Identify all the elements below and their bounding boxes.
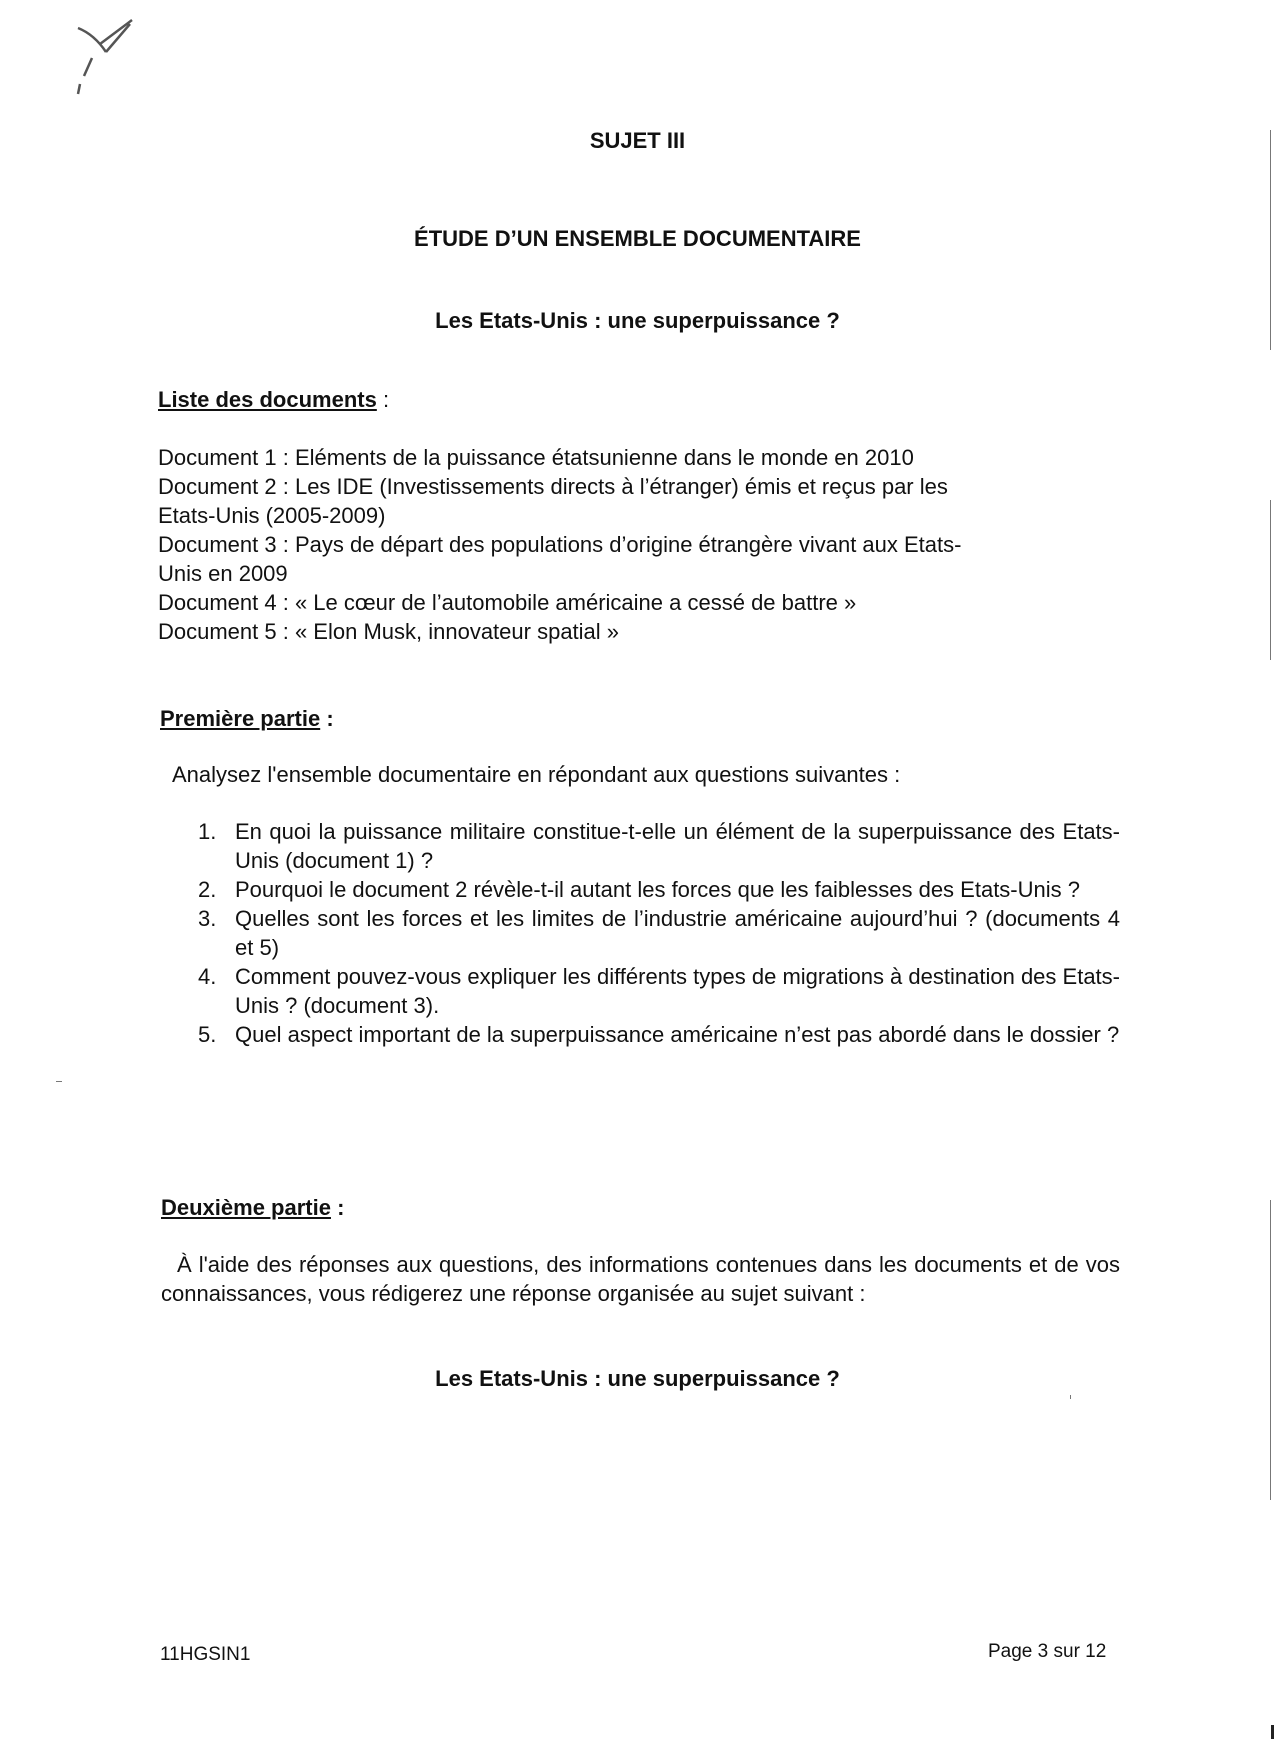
- question-item: [190, 962, 1120, 1020]
- page-number: Page 3 sur 12: [988, 1641, 1107, 1662]
- document-code: 11HGSIN1: [160, 1644, 251, 1665]
- document-line: Document 2 : Les IDE (Investissements directs à l’étranger) émis et reçus par les: [158, 474, 948, 499]
- question-number: 3.: [198, 906, 217, 931]
- question-text: Quel aspect important de la superpuissance américaine n’est pas abordé dans le dossier ?: [235, 1022, 1120, 1047]
- pen-mark-icon: [70, 18, 140, 98]
- subject-title: SUJET III: [589, 128, 686, 153]
- scan-edge-mark: [1271, 1725, 1274, 1739]
- part1-heading: [160, 704, 334, 733]
- document-line: Document 1 : Eléments de la puissance étatsunienne dans le monde en 2010: [158, 445, 914, 470]
- question-text: En quoi la puissance militaire constitue-t-elle un élément de la superpuissance des Etats-Unis (document 1) ?: [235, 819, 1120, 873]
- question-text: Quelles sont les forces et les limites de l’industrie américaine aujourd’hui ? (documents 4 et 5): [235, 906, 1120, 960]
- question-item: [190, 817, 1120, 875]
- scan-edge-mark: [1270, 1200, 1271, 1500]
- document-line: Document 5 : « Elon Musk, innovateur spatial »: [158, 619, 620, 644]
- question-item: [190, 875, 1120, 904]
- question-item: [190, 904, 1120, 962]
- part2-heading-label: Deuxième partie: [161, 1195, 331, 1220]
- part2-topic: Les Etats-Unis : une superpuissance ?: [435, 1366, 840, 1391]
- part2-heading: [161, 1193, 344, 1222]
- exercise-title: ÉTUDE D’UN ENSEMBLE DOCUMENTAIRE: [414, 226, 861, 251]
- document-list: [158, 443, 1118, 646]
- documents-heading-suffix: :: [376, 387, 390, 412]
- scan-speck: [56, 1081, 62, 1082]
- part2-heading-suffix: :: [330, 1195, 345, 1220]
- part1-intro: Analysez l'ensemble documentaire en répondant aux questions suivantes :: [172, 762, 901, 787]
- document-line: Document 3 : Pays de départ des populations d’origine étrangère vivant aux Etats-: [158, 532, 962, 557]
- question-list: [190, 817, 1120, 1049]
- question-number: 4.: [198, 964, 217, 989]
- scan-edge-mark: [1270, 130, 1271, 350]
- question-number: 5.: [198, 1022, 217, 1047]
- part2-paragraph: À l'aide des réponses aux questions, des informations contenues dans les documents et de vos connaissances, vous rédigerez une réponse organisée au sujet suivant :: [161, 1252, 1120, 1306]
- question-number: 2.: [198, 877, 217, 902]
- theme-title: Les Etats-Unis : une superpuissance ?: [435, 308, 840, 333]
- question-number: 1.: [198, 819, 217, 844]
- document-line: Document 4 : « Le cœur de l’automobile américaine a cessé de battre »: [158, 590, 857, 615]
- documents-heading: [158, 385, 389, 414]
- scan-speck: [1070, 1395, 1071, 1399]
- scan-edge-mark: [1270, 500, 1271, 660]
- document-line: Etats-Unis (2005-2009): [158, 503, 386, 528]
- document-line: Unis en 2009: [158, 561, 288, 586]
- part1-heading-label: Première partie: [160, 706, 321, 731]
- part1-heading-suffix: :: [320, 706, 334, 731]
- question-text: Pourquoi le document 2 révèle-t-il autant les forces que les faiblesses des Etats-Unis ?: [235, 877, 1080, 902]
- question-item: [190, 1020, 1120, 1049]
- documents-heading-label: Liste des documents: [158, 387, 377, 412]
- question-text: Comment pouvez-vous expliquer les différents types de migrations à destination des Etats-Unis ? (document 3).: [235, 964, 1120, 1018]
